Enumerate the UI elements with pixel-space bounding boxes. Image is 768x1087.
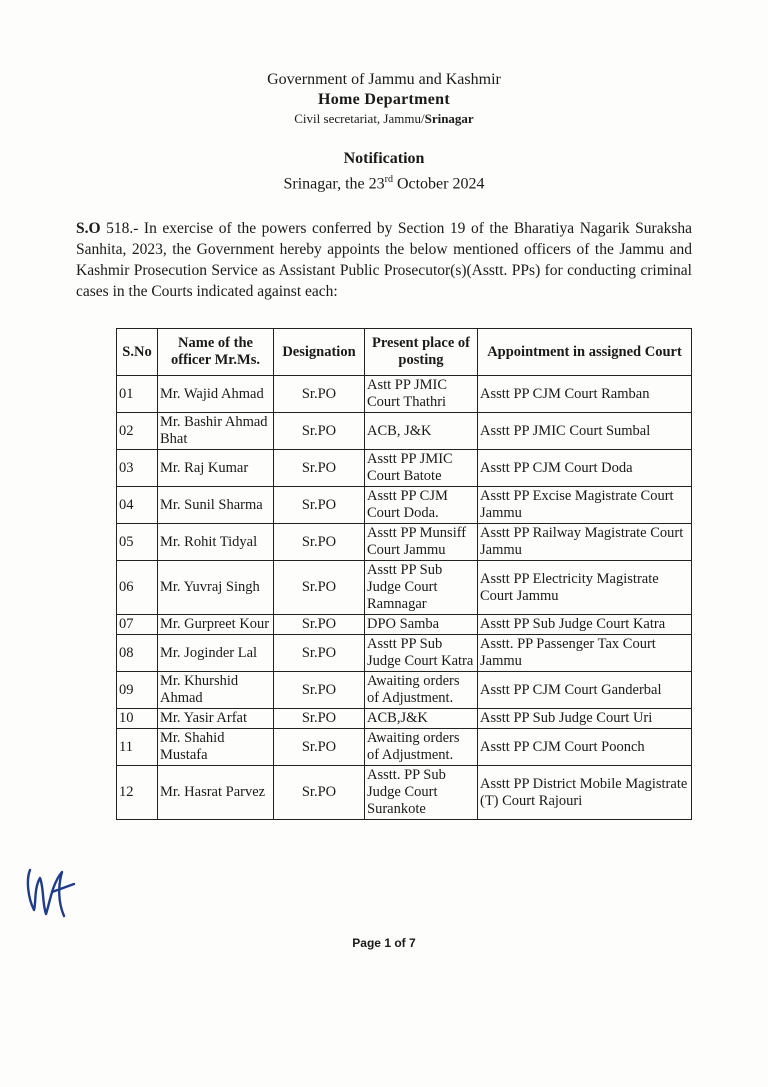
table-row xyxy=(117,524,692,561)
cell-posting: Astt PP JMIC Court Thathri xyxy=(365,376,478,413)
cell-name: Mr. Yuvraj Singh xyxy=(158,561,274,615)
header-posting: Present place of posting xyxy=(365,329,478,376)
cell-name: Mr. Rohit Tidyal xyxy=(158,524,274,561)
cell-designation: Sr.PO xyxy=(274,524,365,561)
table-row xyxy=(117,672,692,709)
page-current: 1 xyxy=(384,936,391,950)
cell-designation: Sr.PO xyxy=(274,487,365,524)
so-label: S.O xyxy=(76,220,101,237)
table-row xyxy=(117,709,692,729)
cell-name: Mr. Gurpreet Kour xyxy=(158,615,274,635)
cell-sno: 09 xyxy=(117,672,158,709)
cell-designation: Sr.PO xyxy=(274,413,365,450)
cell-posting: ACB,J&K xyxy=(365,709,478,729)
cell-sno: 10 xyxy=(117,709,158,729)
cell-posting: DPO Samba xyxy=(365,615,478,635)
header-name: Name of the officer Mr.Ms. xyxy=(158,329,274,376)
cell-designation: Sr.PO xyxy=(274,376,365,413)
secretariat-line xyxy=(0,110,768,127)
date-prefix: Srinagar, the 23 xyxy=(283,175,385,193)
cell-designation: Sr.PO xyxy=(274,709,365,729)
table-row xyxy=(117,561,692,615)
cell-name: Mr. Wajid Ahmad xyxy=(158,376,274,413)
cell-appointment: Asstt PP CJM Court Doda xyxy=(478,450,692,487)
cell-name: Mr. Raj Kumar xyxy=(158,450,274,487)
cell-name: Mr. Bashir Ahmad Bhat xyxy=(158,413,274,450)
signature-icon xyxy=(22,858,78,927)
cell-name: Mr. Hasrat Parvez xyxy=(158,766,274,820)
cell-appointment: Asstt. PP Passenger Tax Court Jammu xyxy=(478,635,692,672)
cell-name: Mr. Shahid Mustafa xyxy=(158,729,274,766)
letterhead xyxy=(0,70,768,127)
cell-sno: 06 xyxy=(117,561,158,615)
cell-sno: 02 xyxy=(117,413,158,450)
cell-posting: Asstt PP Sub Judge Court Ramnagar xyxy=(365,561,478,615)
cell-designation: Sr.PO xyxy=(274,766,365,820)
cell-name: Mr. Khurshid Ahmad xyxy=(158,672,274,709)
cell-sno: 12 xyxy=(117,766,158,820)
table-row xyxy=(117,487,692,524)
table-row xyxy=(117,450,692,487)
cell-posting: Awaiting orders of Adjustment. xyxy=(365,729,478,766)
cell-appointment: Asstt PP CJM Court Poonch xyxy=(478,729,692,766)
secretariat-city: Srinagar xyxy=(424,111,474,126)
cell-appointment: Asstt PP CJM Court Ganderbal xyxy=(478,672,692,709)
page-total: 7 xyxy=(409,936,416,950)
cell-designation: Sr.PO xyxy=(274,729,365,766)
secretariat-prefix: Civil secretariat, Jammu/ xyxy=(294,111,425,126)
table-row xyxy=(117,635,692,672)
cell-sno: 08 xyxy=(117,635,158,672)
notification-title: Notification xyxy=(343,150,425,167)
table-row xyxy=(117,376,692,413)
page-indicator xyxy=(0,936,768,950)
cell-sno: 07 xyxy=(117,615,158,635)
date-suffix: rd xyxy=(384,174,393,185)
cell-designation: Sr.PO xyxy=(274,615,365,635)
table-row xyxy=(117,729,692,766)
cell-name: Mr. Sunil Sharma xyxy=(158,487,274,524)
cell-appointment: Asstt PP CJM Court Ramban xyxy=(478,376,692,413)
cell-appointment: Asstt PP Sub Judge Court Katra xyxy=(478,615,692,635)
cell-posting: Asstt PP Munsiff Court Jammu xyxy=(365,524,478,561)
cell-appointment: Asstt PP Electricity Magistrate Court Jammu xyxy=(478,561,692,615)
table-row xyxy=(117,766,692,820)
cell-sno: 04 xyxy=(117,487,158,524)
header-designation: Designation xyxy=(274,329,365,376)
order-paragraph xyxy=(76,218,692,302)
cell-posting: Asstt PP JMIC Court Batote xyxy=(365,450,478,487)
notification-date xyxy=(0,174,768,193)
table-header-row xyxy=(117,329,692,376)
date-rest: October 2024 xyxy=(392,175,485,193)
cell-posting: Awaiting orders of Adjustment. xyxy=(365,672,478,709)
header-appointment: Appointment in assigned Court xyxy=(478,329,692,376)
cell-posting: ACB, J&K xyxy=(365,413,478,450)
cell-appointment: Asstt PP Railway Magistrate Court Jammu xyxy=(478,524,692,561)
cell-designation: Sr.PO xyxy=(274,635,365,672)
table-row xyxy=(117,413,692,450)
cell-name: Mr. Joginder Lal xyxy=(158,635,274,672)
cell-sno: 11 xyxy=(117,729,158,766)
header-sno: S.No xyxy=(117,329,158,376)
cell-posting: Asstt PP Sub Judge Court Katra xyxy=(365,635,478,672)
cell-appointment: Asstt PP Sub Judge Court Uri xyxy=(478,709,692,729)
page-of: of xyxy=(391,936,409,950)
cell-posting: Asstt. PP Sub Judge Court Surankote xyxy=(365,766,478,820)
cell-sno: 01 xyxy=(117,376,158,413)
government-name: Government of Jammu and Kashmir xyxy=(267,71,501,88)
cell-appointment: Asstt PP District Mobile Magistrate (T) Court Rajouri xyxy=(478,766,692,820)
cell-designation: Sr.PO xyxy=(274,561,365,615)
cell-designation: Sr.PO xyxy=(274,450,365,487)
cell-appointment: Asstt PP JMIC Court Sumbal xyxy=(478,413,692,450)
cell-sno: 03 xyxy=(117,450,158,487)
page-label: Page xyxy=(352,936,385,950)
table-row xyxy=(117,615,692,635)
cell-posting: Asstt PP CJM Court Doda. xyxy=(365,487,478,524)
cell-sno: 05 xyxy=(117,524,158,561)
cell-appointment: Asstt PP Excise Magistrate Court Jammu xyxy=(478,487,692,524)
order-text: 518.- In exercise of the powers conferred by Section 19 of the Bharatiya Nagarik Suraksha Sanhita, 2023, the Government hereby appoints the below mentioned officers of the Jammu and Kashmir Prosecution Service as Assistant Public Prosecutor(s)(Asstt. PPs) for conducting criminal cases in the Courts indicated against each: xyxy=(76,220,692,300)
department-name: Home Department xyxy=(317,91,450,108)
officers-table xyxy=(116,328,692,820)
cell-designation: Sr.PO xyxy=(274,672,365,709)
cell-name: Mr. Yasir Arfat xyxy=(158,709,274,729)
